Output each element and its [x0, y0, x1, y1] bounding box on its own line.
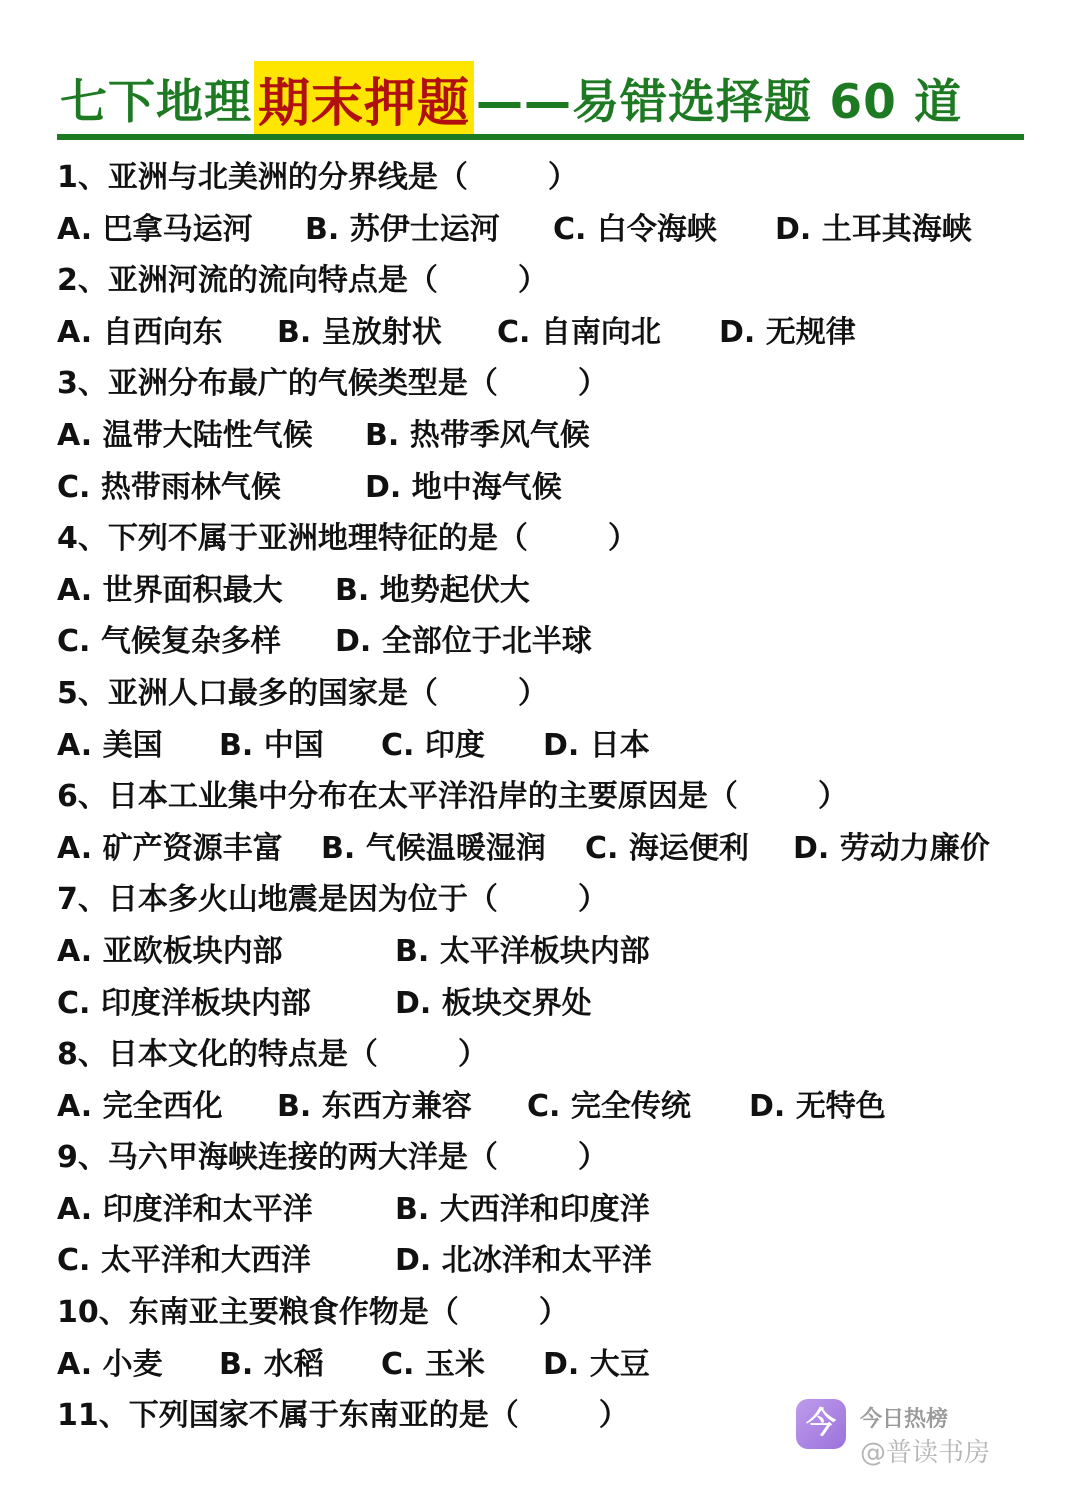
- option-c: C. 热带雨林气候: [57, 469, 281, 505]
- options-row: [57, 307, 1047, 359]
- option-b: B. 苏伊士运河: [305, 211, 500, 247]
- question-stem: [57, 1287, 1047, 1339]
- options-row: [57, 565, 1047, 617]
- question-close-paren: ）: [538, 1295, 569, 1331]
- option-b: B. 热带季风气候: [365, 417, 590, 453]
- question-stem: [57, 874, 1047, 926]
- options-row: [57, 1081, 1047, 1133]
- option-a: A. 亚欧板块内部: [57, 933, 283, 969]
- option-c: C. 海运便利: [585, 830, 749, 866]
- option-c: C. 气候复杂多样: [57, 624, 281, 660]
- question-stem: [57, 513, 1047, 565]
- question-stem: [57, 1132, 1047, 1184]
- option-b: B. 中国: [219, 727, 324, 763]
- question-close-paren: ）: [607, 521, 638, 557]
- option-b: B. 呈放射状: [277, 314, 442, 350]
- question-stem: [57, 255, 1047, 307]
- option-c: C. 自南向北: [497, 314, 661, 350]
- option-d: D. 无特色: [749, 1088, 886, 1124]
- question-close-paren: ）: [547, 160, 578, 195]
- options-row: [57, 823, 1047, 875]
- option-d: D. 日本: [543, 727, 650, 763]
- options-row: [57, 978, 1047, 1030]
- title-suffix: ——易错选择题 60 道: [476, 74, 963, 130]
- question-text: 6、日本工业集中分布在太平洋沿岸的主要原因是（: [57, 779, 738, 815]
- question-text: 2、亚洲河流的流向特点是（: [57, 263, 438, 299]
- option-d: D. 全部位于北半球: [335, 624, 592, 660]
- option-d: D. 北冰洋和太平洋: [395, 1243, 652, 1279]
- title-prefix: 七下地理: [60, 74, 252, 130]
- question-text: 5、亚洲人口最多的国家是（: [57, 675, 438, 711]
- question-text: 7、日本多火山地震是因为位于（: [57, 882, 498, 918]
- question-close-paren: ）: [577, 366, 608, 402]
- question-close-paren: ）: [817, 779, 848, 815]
- options-row: [57, 926, 1047, 978]
- option-c: C. 白令海峡: [553, 211, 717, 247]
- option-a: A. 小麦: [57, 1346, 163, 1382]
- question-stem: [57, 152, 1047, 204]
- options-row: [57, 720, 1047, 772]
- option-b: B. 大西洋和印度洋: [395, 1191, 650, 1227]
- option-c: C. 太平洋和大西洋: [57, 1243, 311, 1279]
- options-row: [57, 1235, 1047, 1287]
- options-row: [57, 462, 1047, 514]
- watermark-brand: 今日热榜: [860, 1407, 949, 1432]
- option-b: B. 太平洋板块内部: [395, 933, 650, 969]
- question-close-paren: ）: [598, 1398, 629, 1434]
- option-a: A. 巴拿马运河: [57, 211, 253, 247]
- question-text: 9、马六甲海峡连接的两大洋是（: [57, 1140, 498, 1176]
- option-a: A. 矿产资源丰富: [57, 830, 283, 866]
- option-a: A. 完全西化: [57, 1088, 223, 1124]
- option-d: D. 土耳其海峡: [775, 211, 972, 247]
- option-a: A. 自西向东: [57, 314, 223, 350]
- option-b: B. 东西方兼容: [277, 1088, 472, 1124]
- question-stem: [57, 771, 1047, 823]
- option-a: A. 温带大陆性气候: [57, 417, 313, 453]
- option-d: D. 大豆: [543, 1346, 650, 1382]
- question-text: 8、日本文化的特点是（: [57, 1037, 378, 1073]
- question-text: 4、下列不属于亚洲地理特征的是（: [57, 521, 528, 557]
- question-stem: [57, 358, 1047, 410]
- question-stem: [57, 668, 1047, 720]
- question-text: 11、下列国家不属于东南亚的是（: [57, 1398, 519, 1434]
- option-c: C. 印度: [381, 727, 485, 763]
- options-row: [57, 410, 1047, 462]
- options-row: [57, 1184, 1047, 1236]
- question-close-paren: ）: [517, 675, 548, 711]
- title-highlight: 期末押题: [254, 61, 474, 136]
- option-c: C. 完全传统: [527, 1088, 691, 1124]
- watermark-account: @普读书房: [860, 1438, 991, 1468]
- option-a: A. 印度洋和太平洋: [57, 1191, 313, 1227]
- option-b: B. 地势起伏大: [335, 572, 530, 608]
- option-d: D. 劳动力廉价: [793, 830, 990, 866]
- option-d: D. 地中海气候: [365, 469, 562, 505]
- option-b: B. 水稻: [219, 1346, 324, 1382]
- options-row: [57, 1339, 1047, 1391]
- title-underline: [57, 134, 1024, 140]
- option-d: D. 无规律: [719, 314, 856, 350]
- question-text: 1、亚洲与北美洲的分界线是（: [57, 160, 468, 195]
- question-text: 10、东南亚主要粮食作物是（: [57, 1295, 459, 1331]
- options-row: [57, 616, 1047, 668]
- question-text: 3、亚洲分布最广的气候类型是（: [57, 366, 498, 402]
- question-close-paren: ）: [577, 1140, 608, 1176]
- question-list: [57, 152, 1047, 1442]
- question-close-paren: ）: [517, 263, 548, 299]
- watermark-logo-icon: 今: [796, 1399, 846, 1449]
- option-a: A. 美国: [57, 727, 163, 763]
- question-close-paren: ）: [577, 882, 608, 918]
- option-b: B. 气候温暖湿润: [321, 830, 546, 866]
- question-close-paren: ）: [457, 1037, 488, 1073]
- page-title: [60, 58, 1040, 138]
- option-c: C. 玉米: [381, 1346, 485, 1382]
- options-row: [57, 204, 1047, 256]
- option-d: D. 板块交界处: [395, 985, 592, 1021]
- option-c: C. 印度洋板块内部: [57, 985, 311, 1021]
- option-a: A. 世界面积最大: [57, 572, 283, 608]
- question-stem: [57, 1029, 1047, 1081]
